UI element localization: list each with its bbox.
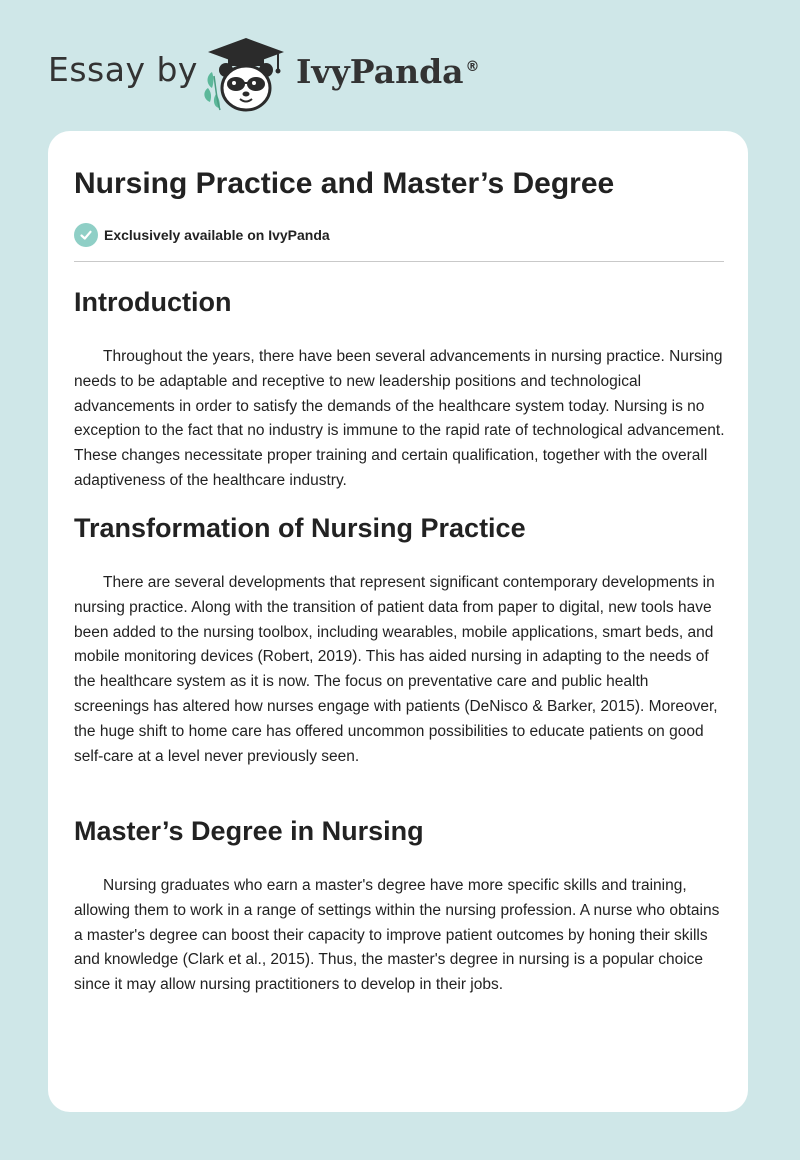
section-heading: Introduction <box>74 287 232 317</box>
title-divider <box>74 261 724 262</box>
check-circle-icon <box>74 223 98 247</box>
exclusive-badge-text: Exclusively available on IvyPanda <box>104 227 330 243</box>
essay-by-label: Essay by <box>48 50 198 89</box>
section-paragraph: Throughout the years, there have been several advancements in nursing practice. Nursing needs to be adaptable and receptive to new leadership positions and technological advancements in order to satisfy the demands of the healthcare system today. Nursing is no exception to the fact that no industry is immune to the rapid rate of technological advancement. These changes necessitate proper training and certain qualification, together with the overall adaptiveness of the healthcare industry. <box>74 348 725 489</box>
page-title: Nursing Practice and Master’s Degree <box>74 167 615 200</box>
section-heading: Master’s Degree in Nursing <box>74 816 424 846</box>
panda-graduate-icon[interactable] <box>198 36 294 116</box>
brand-logo-text[interactable]: IvyPanda ® <box>296 52 480 91</box>
section-introduction <box>74 285 726 494</box>
article-card <box>48 131 748 1112</box>
exclusive-badge <box>74 223 330 247</box>
section-heading: Transformation of Nursing Practice <box>74 513 526 543</box>
section-masters-degree <box>74 814 726 998</box>
section-transformation <box>74 511 726 769</box>
section-paragraph: There are several developments that represent significant contemporary developments in nursing practice. Along with the transition of patient data from paper to digital, new tools have been added to the nursing toolbox, including wearables, mobile applications, smart beds, and mobile monitoring devices (Robert, 2019). This has aided nursing in adapting to the needs of the healthcare system as it is now. The focus on preventative care and public health screenings has altered how nurses engage with patients (DeNisco & Barker, 2015). Moreover, the huge shift to home care has offered uncommon possibilities to educate patients on good self-care at a level never previously seen. <box>74 574 718 765</box>
section-paragraph: Nursing graduates who earn a master's degree have more specific skills and training, allowing them to work in a range of settings within the nursing profession. A nurse who obtains a master's degree can boost their capacity to improve patient outcomes by honing their skills and knowledge (Clark et al., 2015). Thus, the master's degree in nursing is a popular choice since it may allow nursing practitioners to develop in their jobs. <box>74 877 720 994</box>
site-header <box>0 0 800 130</box>
